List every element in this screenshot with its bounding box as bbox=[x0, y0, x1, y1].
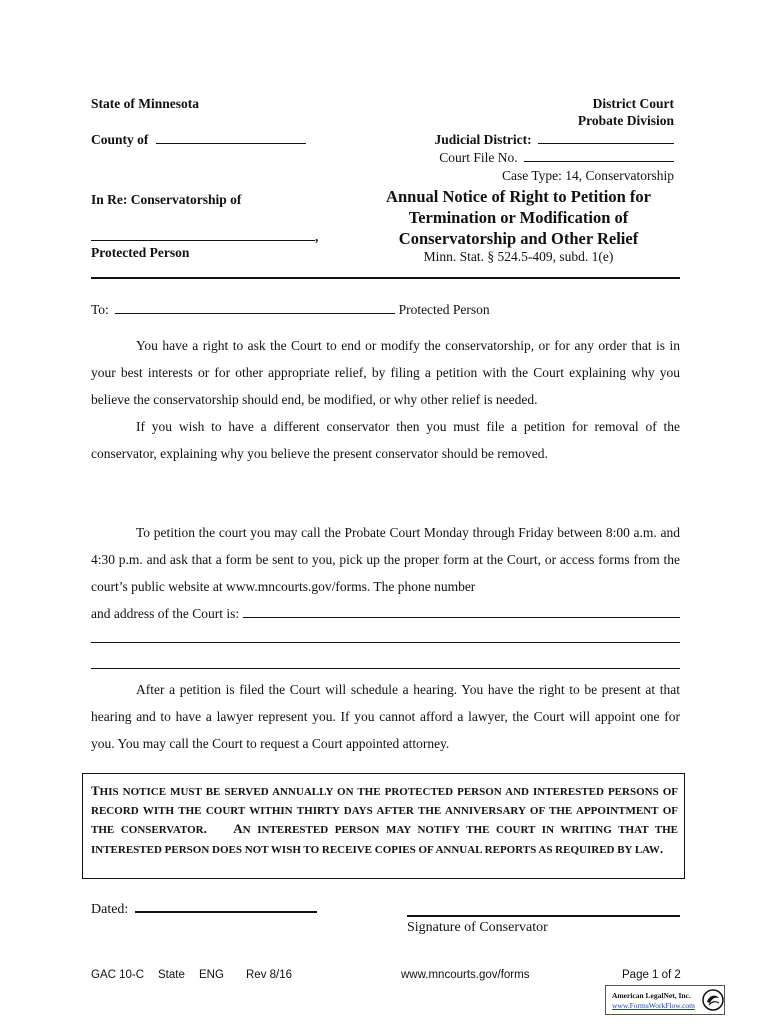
footer-form-id: GAC 10-C bbox=[91, 969, 145, 981]
footer-state: State bbox=[158, 969, 185, 981]
case-type: Case Type: 14, Conservatorship bbox=[501, 168, 674, 183]
judicial-district-label: Judicial District: bbox=[434, 132, 532, 147]
signature-label: Signature of Conservator bbox=[407, 920, 548, 935]
to-line bbox=[91, 302, 490, 318]
protected-person-name-field[interactable] bbox=[91, 239, 315, 241]
footer-rev: Rev 8/16 bbox=[246, 969, 293, 981]
to-name-field[interactable] bbox=[115, 312, 395, 314]
court-file-field[interactable] bbox=[524, 160, 674, 162]
notice-cap-2: A bbox=[233, 821, 243, 836]
judicial-district-field[interactable] bbox=[538, 142, 674, 144]
logo-url[interactable]: www.FormsWorkFlow.com bbox=[612, 1001, 696, 1010]
form-title-line1: Annual Notice of Right to Petition for bbox=[386, 187, 651, 206]
footer-page: Page 1 of 2 bbox=[622, 969, 681, 981]
form-title-line3: Conservatorship and Other Relief bbox=[398, 229, 639, 248]
comma: , bbox=[315, 229, 319, 244]
notice-dot-1: . bbox=[203, 821, 207, 836]
county-label bbox=[91, 132, 306, 148]
court-address-line-3[interactable] bbox=[91, 668, 680, 669]
protected-person-label: Protected Person bbox=[91, 245, 190, 260]
paragraph-different-conservator: If you wish to have a different conservator then you must file a petition for removal of the conservator, explaining why you believe the present conservator should be removed. bbox=[91, 419, 680, 461]
footer-lang: ENG bbox=[199, 969, 224, 981]
court-file-label: Court File No. bbox=[439, 150, 518, 165]
logo-company: American LegalNet, Inc. bbox=[612, 991, 691, 1000]
alnet-logo bbox=[605, 985, 725, 1015]
court-label: District Court bbox=[592, 96, 674, 111]
notice-text-1: HIS NOTICE MUST BE SERVED ANNUALLY ON THE PROTECTED PERSON AND INTERESTED PERSONS OF RECORD WITH THE COURT WITHIN THIRTY DAYS AFTER THE ANNIVERSARY OF THE APPOINTMENT OF THE CONSERVATOR bbox=[91, 786, 678, 836]
protected-person-name bbox=[91, 229, 318, 245]
dated-label: Dated: bbox=[91, 902, 129, 917]
body-block-3 bbox=[91, 676, 680, 757]
notice-text-2: N INTERESTED PERSON MAY NOTIFY THE COURT IN WRITING THAT THE INTERESTED PERSON DOES NOT WISH TO RECEIVE COPIES OF ANNUAL REPORTS AS REQUIRED BY LAW bbox=[91, 824, 678, 856]
body-block-1 bbox=[91, 332, 680, 467]
header-divider bbox=[91, 277, 680, 279]
paragraph-right-to-petition: You have a right to ask the Court to end or modify the conservatorship, or for any order that is in your best interests or for other appropriate relief, by filing a petition with the Court explaining why you believe the conservatorship should end, be modified, or why other relief is needed. bbox=[91, 338, 680, 407]
footer-website: www.mncourts.gov/forms bbox=[401, 969, 530, 981]
division-label: Probate Division bbox=[577, 113, 674, 128]
to-label: To: bbox=[91, 302, 109, 317]
notice-cap-1: T bbox=[91, 783, 100, 798]
court-address-label: and address of the Court is: bbox=[91, 606, 240, 621]
court-address-field[interactable] bbox=[243, 616, 680, 618]
state-label: State of Minnesota bbox=[91, 96, 199, 111]
judicial-district bbox=[435, 132, 675, 148]
alnet-logo-icon bbox=[702, 989, 724, 1011]
paragraph-how-to-petition: To petition the court you may call the Probate Court Monday through Friday between 8:00 a.m. and 4:30 p.m. and ask that a form be sent to you, pick up the proper form at the Court, or access forms from the court’s public website at www.mncourts.gov/forms. The phone number bbox=[91, 525, 680, 594]
body-block-2 bbox=[91, 519, 680, 627]
statute-citation: Minn. Stat. § 524.5-409, subd. 1(e) bbox=[423, 249, 614, 264]
service-notice-box bbox=[82, 773, 685, 879]
county-label-text: County of bbox=[91, 132, 149, 147]
to-suffix: Protected Person bbox=[398, 302, 490, 317]
court-address-line bbox=[91, 600, 680, 627]
notice-dot-2: . bbox=[659, 840, 664, 856]
in-re-label: In Re: Conservatorship of bbox=[91, 192, 242, 207]
court-address-line-2[interactable] bbox=[91, 642, 680, 643]
form-title-line2: Termination or Modification of bbox=[408, 208, 629, 227]
dated-field[interactable] bbox=[135, 910, 317, 913]
paragraph-hearing: After a petition is filed the Court will schedule a hearing. You have the right to be present at that hearing and to have a lawyer represent you. If you cannot afford a lawyer, the Court will appoint one for you. You may call the Court to request a Court appointed attorney. bbox=[91, 682, 680, 751]
county-field[interactable] bbox=[156, 142, 306, 144]
court-file bbox=[439, 150, 674, 166]
signature-field[interactable] bbox=[407, 915, 680, 917]
dated-line bbox=[91, 902, 317, 918]
